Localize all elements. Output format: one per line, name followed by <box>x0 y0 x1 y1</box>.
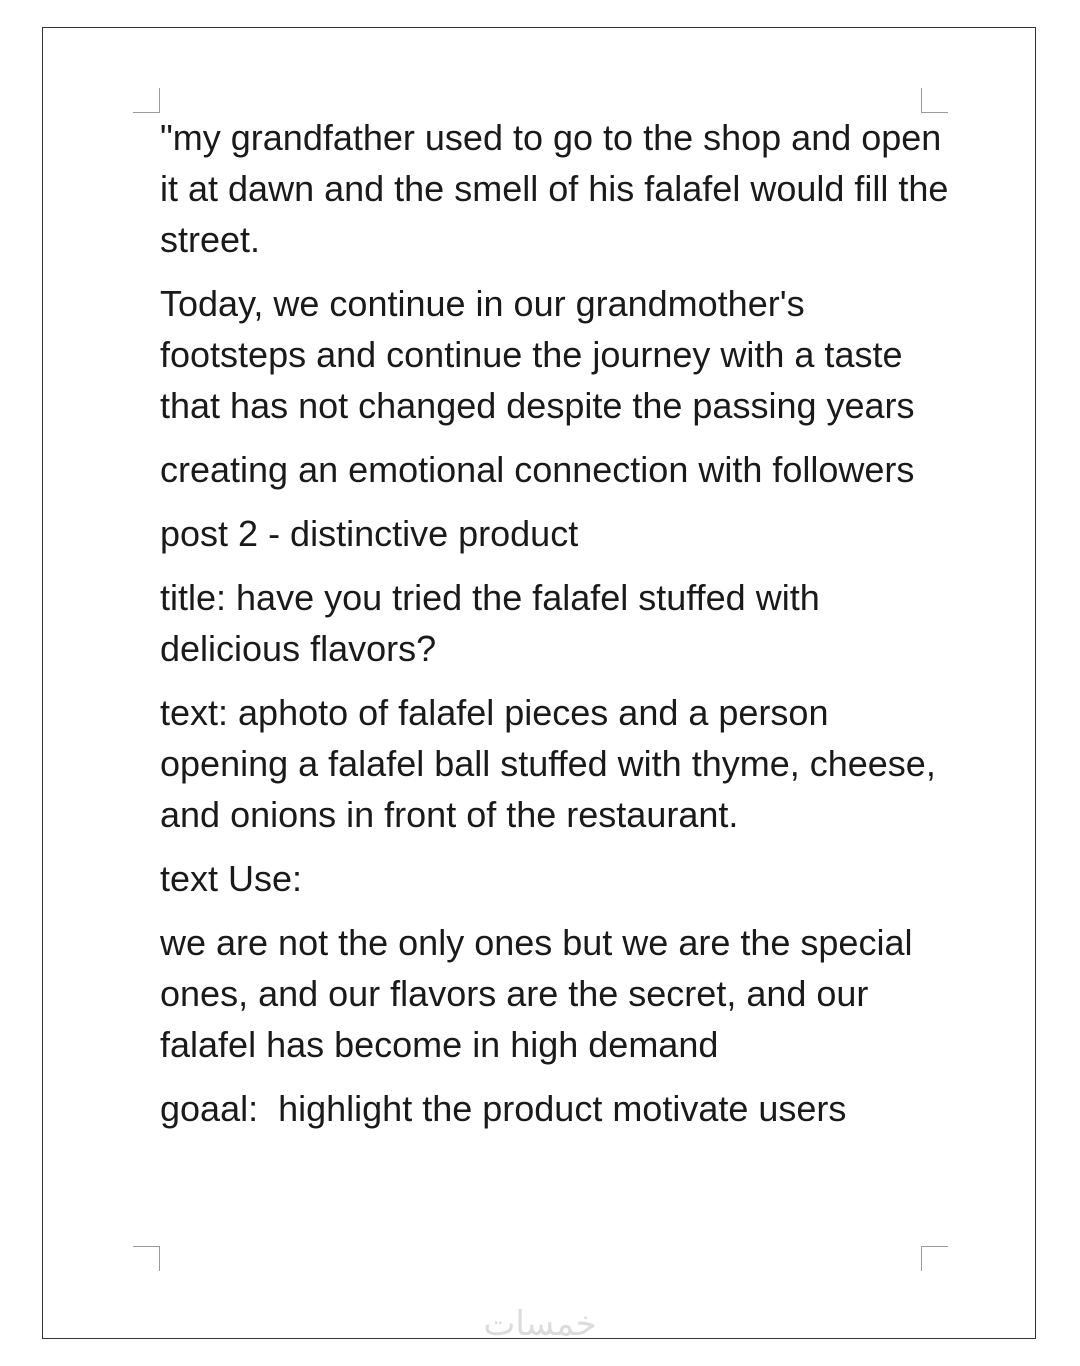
crop-mark-top-right <box>921 88 948 113</box>
paragraph-4: post 2 - distinctive product <box>160 513 579 554</box>
paragraph-8: we are not the only ones but we are the special ones, and our flavors are the secret, and our falafel has become in high demand <box>160 922 923 1065</box>
paragraph-1: "my grandfather used to go to the shop and open it at dawn and the smell of his falafel would fill the street. <box>160 117 959 260</box>
crop-mark-top-left <box>133 88 160 113</box>
paragraph-9: goaal: highlight the product motivate users <box>160 1088 847 1129</box>
paragraph-7: text Use: <box>160 858 303 899</box>
watermark: خمسات <box>483 1304 597 1344</box>
crop-mark-bottom-left <box>133 1246 160 1271</box>
document-body <box>160 112 960 1147</box>
paragraph-3: creating an emotional connection with followers <box>160 449 915 490</box>
document-page <box>42 27 1036 1344</box>
paragraph-2: Today, we continue in our grandmother's footsteps and continue the journey with a taste that has not changed despite the passing years <box>160 283 915 426</box>
crop-mark-bottom-right <box>921 1246 948 1271</box>
paragraph-6: text: aphoto of falafel pieces and a person opening a falafel ball stuffed with thyme, cheese, and onions in front of the restaurant. <box>160 692 946 835</box>
paragraph-5: title: have you tried the falafel stuffed with delicious flavors? <box>160 577 830 669</box>
